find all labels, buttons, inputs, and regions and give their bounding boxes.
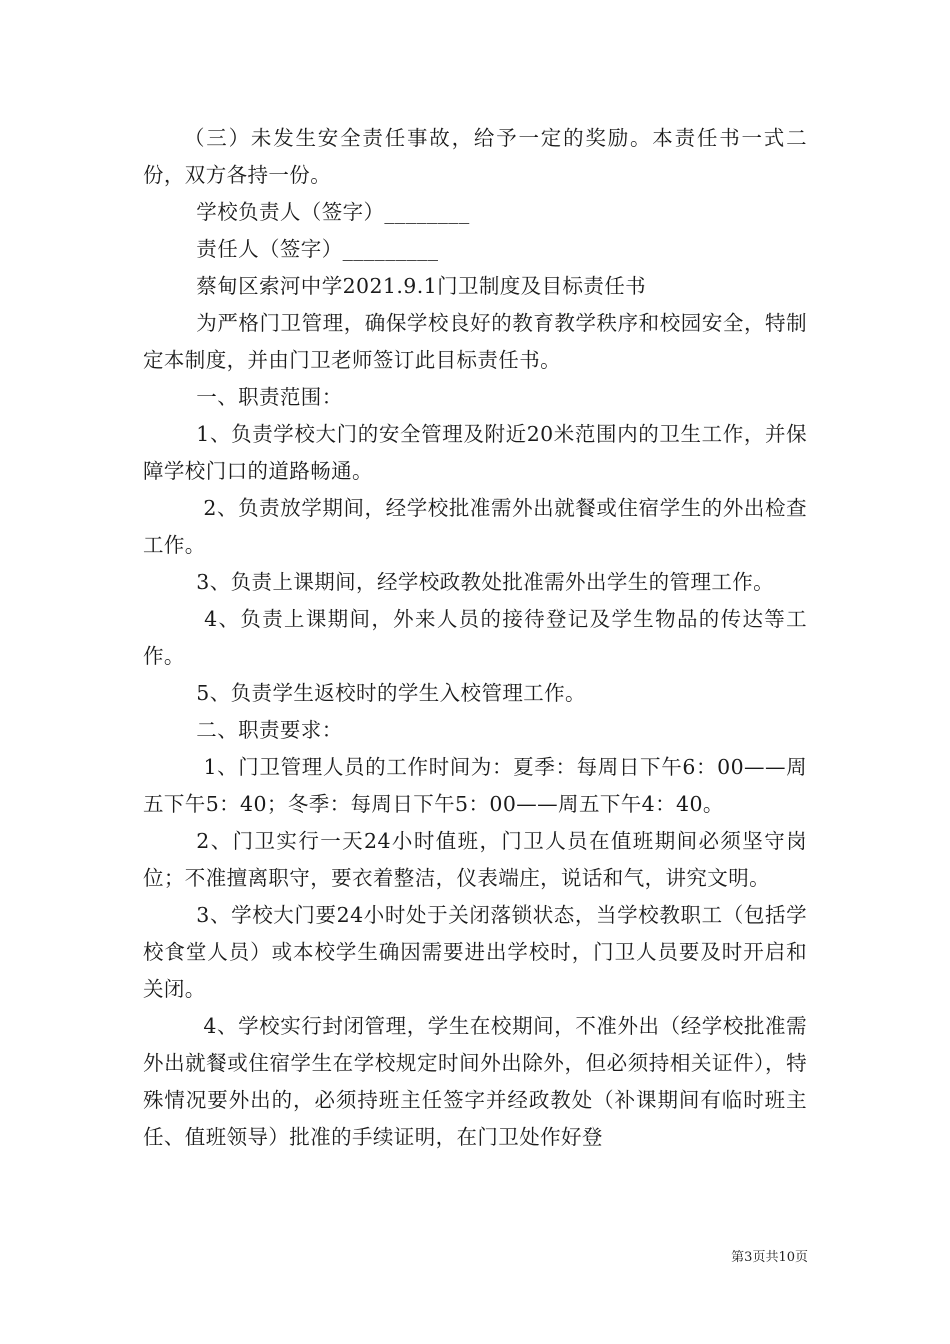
document-body [143,120,807,1156]
paragraph-intro: 为严格门卫管理，确保学校良好的教育教学秩序和校园安全，特制定本制度，并由门卫老师签订此目标责任书。 [143,311,807,372]
document-title: 蔡甸区索河中学2021.9.1门卫制度及目标责任书 [196,274,647,298]
section-heading-scope: 一、职责范围： [196,385,343,409]
list-item: 2、负责放学期间，经学校批准需外出就餐或住宿学生的外出检查工作。 [143,496,807,557]
list-item: 5、负责学生返校时的学生入校管理工作。 [196,681,586,705]
list-item: 1、门卫管理人员的工作时间为：夏季：每周日下午6：00——周五下午5：40；冬季：每周日下午5：00——周五下午4：40。 [143,755,808,816]
page-number: 第3页共10页 [731,1250,808,1265]
signature-responsible-person: 责任人（签字）_________ [196,237,439,261]
paragraph-reward-clause: （三）未发生安全责任事故，给予一定的奖励。本责任书一式二份，双方各持一份。 [143,126,807,187]
signature-school-head: 学校负责人（签字）________ [196,200,470,224]
list-item: 3、负责上课期间，经学校政教处批准需外出学生的管理工作。 [196,570,775,594]
list-item: 2、门卫实行一天24小时值班，门卫人员在值班期间必须坚守岗位；不准擅离职守，要衣着整洁，仪表端庄，说话和气，讲究文明。 [143,829,807,890]
section-heading-requirements: 二、职责要求： [196,718,343,742]
list-item: 4、负责上课期间，外来人员的接待登记及学生物品的传达等工作。 [143,607,807,668]
list-item: 3、学校大门要24小时处于关闭落锁状态，当学校教职工（包括学校食堂人员）或本校学生确因需要进出学校时，门卫人员要及时开启和关闭。 [143,903,807,1001]
list-item: 4、学校实行封闭管理，学生在校期间，不准外出（经学校批准需外出就餐或住宿学生在学校规定时间外出除外，但必须持相关证件），特殊情况要外出的，必须持班主任签字并经政教处（补课期间有临时班主任、值班领导）批准的手续证明，在门卫处作好登 [143,1014,807,1149]
list-item: 1、负责学校大门的安全管理及附近20米范围内的卫生工作，并保障学校门口的道路畅通。 [143,422,807,483]
